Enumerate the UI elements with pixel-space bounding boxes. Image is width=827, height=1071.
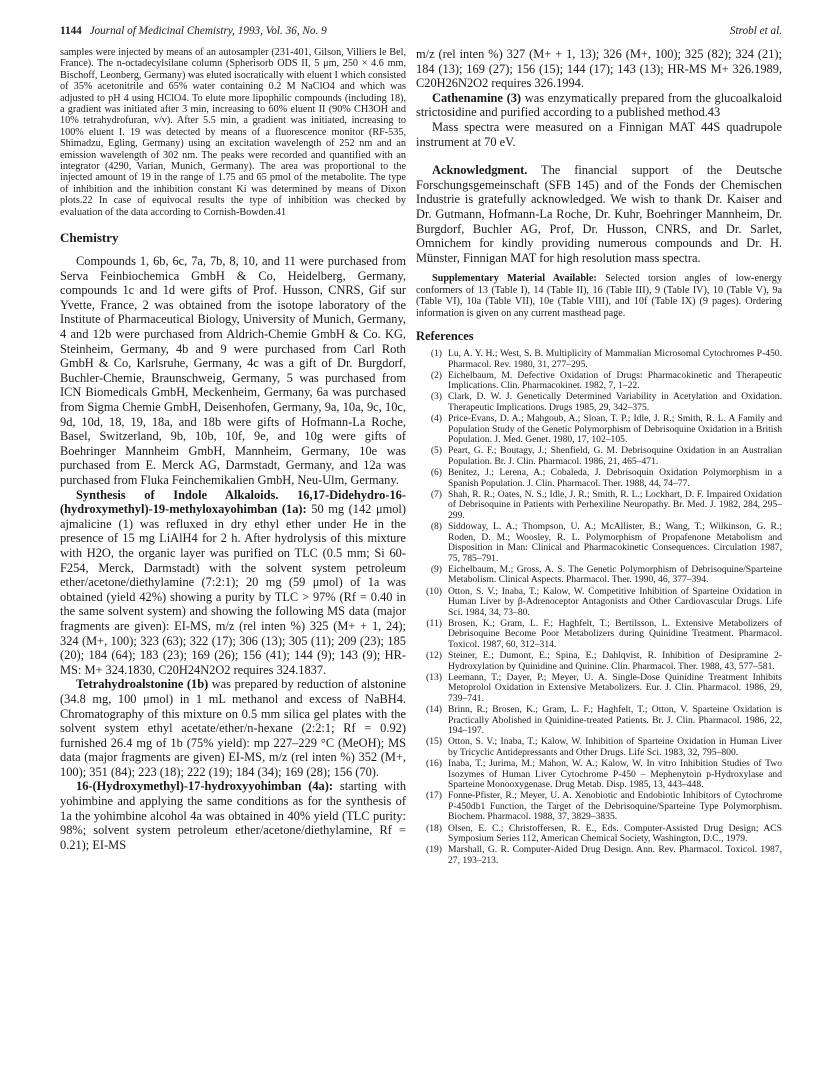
reference-number: (7) [430,488,442,500]
reference-text: Otton, S. V.; Inaba, T.; Kalow, W. Competitive Inhibition of Sparteine Oxidation in Human Liver by β-Adrenoceptor Antagonists and Other Cardiovascular Drugs. Life Sci. 1984, 34, 73–80. [448,585,782,618]
reference-item [416,371,782,392]
cathenamine-paragraph [416,91,782,120]
reference-text: Brosen, K.; Gram, L. F.; Haghfelt, T.; Bertilsson, L. Extensive Metabolizers of Debrisoquine Become Poor Metabolizers during Quinidine Treatment. Pharmacol. Toxicol. 1987, 60, 312–314. [448,617,782,650]
reference-item [416,824,782,845]
chemistry-paragraph: Compounds 1, 6b, 6c, 7a, 7b, 8, 10, and 11 were purchased from Serva Feinbiochemica GmbH & Co, Heidelberg, Germany, compounds 1c and 1d were gifts of Prof. Husson, CNRS, Gif sur Yvette, France, 2 was obtained from the isotope laboratory of the Institute of Pharmaceutical Biology, University of Munich, Germany, 4 and 12b were purchased from Aldrich-Chemie GmbH & Co. KG, Steinheim, Germany, 4b and 9 were purchased from Carl Roth GmbH & Co, Karlsruhe, Germany, 4c was a gift of Dr. Burgdorf, Buchler-Chemie, Braunschweig, Germany, 5 was purchased from ICN Biomedicals GmbH, Meckenheim, Germany, 6a was purchased from Sigma Chemie GmbH, Deisenhofen, Germany, 9a, 10a, 9c, 10c, 9d, 10d, 18, 19, 18a, and 18b were gifts of Hofmann-La Roche, Basel, Switzerland, 9b, 10b, 10f, 9e, and 10g were gifts of Boehringer Mannheim GmbH, Mannheim, Germany, 10e was purchased from E. Merck AG, Darmstadt, Germany, and 12a was purchased from Fluka Feinchemikalien GmbH, Neu-Ulm, Germany. [60,254,406,487]
reference-number: (17) [426,790,442,802]
reference-item [416,414,782,446]
reference-item [416,349,782,370]
reference-item [416,845,782,866]
reference-item [416,705,782,737]
hydroxymethyl-heading: 16-(Hydroxymethyl)-17-hydroxyyohimban (4a): [76,779,334,794]
reference-item [416,468,782,489]
reference-number: (3) [430,391,442,403]
reference-number: (11) [426,617,442,629]
reference-number: (8) [430,520,442,532]
cathenamine-text: was enzymatically prepared from the glucoalkaloid strictosidine and purified according to a published method.43 [416,90,782,120]
reference-number: (14) [426,704,442,716]
reference-item [416,490,782,522]
reference-number: (15) [426,736,442,748]
supplementary-heading: Supplementary Material Available: [432,273,597,285]
running-head-authors: Strobl et al. [729,25,782,37]
tetrahydroalstonine-paragraph [60,677,406,779]
reference-text: Siddoway, L. A.; Thompson, U. A.; McAllister, B.; Wang, T.; Wilkinson, G. R.; Roden, D. M.; Woosley, R. L. Polymorphism of Propafenone Metabolism and Disposition in Man: Clinical and Pharmacokinetic Consequences. Circulation 1987, 75, 785–791. [448,520,782,564]
hydroxymethyl-text: starting with yohimbine and applying the same conditions as for the synthesis of 1a the yohimbine alcohol 4a was obtained in 40% yield (TLC purity: 98%; solvent system petroleum ether/acetone/diethylamine, Rf = 0.21); EI-MS [60,779,406,852]
reference-number: (16) [426,758,442,769]
acknowledgment-text: The financial support of the Deutsche Forschungsgemeinschaft (SFB 145) and of the Fonds der Chemischen Industrie is gratefully acknowledged. We wish to thank Dr. Kaiser and Dr. Gutmann, Hofmann-La Roche, Dr. Kuhr, Boehringer Mannheim, Dr. Burgdorf, Buchler AG, Prof, Dr. Husson, CNRS, and Dr. Sarlet, Omnichem for kindly providing numerous compounds and Dr. H. Münster, Finnigan MAT for high resolution mass spectra. [416,163,782,265]
reference-item [416,619,782,651]
reference-text: Price-Evans, D. A.; Mahgoub, A.; Sloan, T. P.; Idle, J. R.; Smith, R. L. A Family and Population Study of the Genetic Polymorphism of Debrisoquine Oxidation in a British Population. J. Med. Genet. 1980, 17, 102–105. [448,413,782,446]
reference-text: Eichelbaum, M. Defective Oxidation of Drugs: Pharmacokinetic and Therapeutic Implications. Clin. Pharmacokinet. 1982, 7, 1–22. [448,369,782,392]
reference-number: (5) [430,445,442,457]
journal-citation: Journal of Medicinal Chemistry, 1993, Vol. 36, No. 9 [89,25,327,37]
tetrahydroalstonine-text: was prepared by reduction of alstonine (34.8 mg, 100 μmol) in 1 mL methanol and excess of NaBH4. Chromatography of this mixture on 0.5 mm silica gel plates with the solvent system ethyl acetate/ether/n-hexane (2:2:1; Rf = 0.92) furnished 26.4 mg of 1b (75% yield): mp 227–229 °C (MeOH); MS data (major fragments are given) EI-MS, m/z (rel inten %) 352 (M+, 100); 351 (84); 223 (18); 222 (19); 184 (34); 169 (28); 156 (70). [60,677,406,779]
synthesis-paragraph [60,488,406,678]
reference-number: (6) [430,466,442,478]
reference-text: Eichelbaum, M.; Gross, A. S. The Genetic Polymorphism of Debrisoquine/Sparteine Metabolism. Clinical Aspects. Pharmacol. Ther. 1990, 46, 377–394. [448,563,782,586]
reference-item [416,759,782,791]
acknowledgment-heading: Acknowledgment. [432,163,528,178]
reference-number: (18) [426,822,442,834]
reference-item [416,673,782,705]
mass-spectra-paragraph: Mass spectra were measured on a Finnigan MAT 44S quadrupole instrument at 70 eV. [416,119,782,149]
reference-number: (10) [426,585,442,597]
page-number: 1144 [60,25,82,37]
synthesis-text: 50 mg (142 μmol) ajmalicine (1) was refluxed in dry ethyl ether under He in the presence of 15 mg LiAlH4 for 2 h. After hydrolysis of this mixture with H2O, the organic layer was purified on TLC (0.5 mm; Si 60-F254, Merck, Darmstadt) with the solvent system petroleum ether/acetone/diethylamine (7:2:1); 20 mg (59 μmol) of 1a was obtained (yield 42%) showing a purity by TLC > 97% (Rf = 0.40 in the same solvent system) and showing the following MS data (major fragments are given): EI-MS, m/z (rel inten %) 325 (M+ + 1, 24); 324 (M+, 100); 323 (63); 322 (17); 306 (13); 305 (11); 209 (23); 185 (20); 184 (64); 183 (23); 169 (26); 156 (41); 144 (9); 143 (9); HR-MS: M+ 324.1830, C20H24N2O2 requires 324.1837. [60,502,406,677]
running-head-left [60,25,327,37]
tetrahydroalstonine-heading: Tetrahydroalstonine (1b) [76,677,209,692]
running-head [60,25,782,41]
cathenamine-heading: Cathenamine (3) [432,90,522,105]
reference-item [416,651,782,672]
ms-continuation-paragraph: m/z (rel inten %) 327 (M+ + 1, 13); 326 (M+, 100); 325 (82); 324 (21); 184 (13); 169 (27); 156 (15); 144 (17); 143 (13); HR-MS M+ 326.1989, C20H26N2O2 requires 326.1994. [416,47,782,91]
reference-text: Clark, D. W. J. Genetically Determined Variability in Acetylation and Oxidation. Therapeutic Implications. Drugs 1985, 29, 342–375. [448,391,782,413]
reference-number: (13) [426,671,442,683]
right-column [416,47,782,1057]
reference-number: (4) [430,413,442,424]
reference-item [416,446,782,467]
methods-paragraph: samples were injected by means of an autosampler (231-401, Gilson, Villiers le Bel, France). The n-octadecylsilane column (Spherisorb ODS II, 5 μm, 250 × 4.6 mm, Bischoff, Leonberg, Germany) was eluted isocratically with eluent I which consisted of 35% acetonitrile and 65% water containing 0.2 M NaClO4 and which was adjusted to pH 4 using HClO4. To elute more lipophilic compounds (including 18), a gradient was initiated after 3 min, increasing to 60% eluent II (90% CH3OH and 10% tetrahydrofuran, v/v). After 5.5 min, a gradient was initiated, increasing to 100% eluent I. 19 was detected by means of a fluorescence monitor (RF-535, Shimadzu, Egling, Germany) using an excitation wavelength of 252 nm and an emission wavelength of 302 nm. The peaks were recorded and quantified with an integrator (4290, Varian, Munich, Germany). The area was proportional to the injected amount of 19 in the range of 1.75 and 65 pmol of the metabolite. The type of inhibition and the inhibition constant Ki was determined by means of Dixon plots.22 In case of equivocal results the type of inhibition was checked by evaluation of the data according to Cornish-Bowden.41 [60,47,406,218]
reference-text: Lu, A. Y. H.; West, S. B. Multiplicity of Mammalian Microsomal Cytochromes P-450. Pharmacol. Rev. 1980, 31, 277–295. [448,347,782,370]
reference-item [416,522,782,564]
reference-text: Fonne-Pfister, R.; Meyer, U. A. Xenobiotic and Endobiotic Inhibitors of Cytochrome P-450db1 Function, the Target of the Debrisoquine/Sparteine Type Polymorphism. Biochem. Pharmacol. 1988, 37, 3829–3835. [448,790,782,823]
supplementary-paragraph [416,273,782,319]
hydroxymethyl-paragraph [60,779,406,852]
chemistry-heading: Chemistry [60,230,119,246]
reference-number: (12) [426,650,442,662]
reference-text: Marshall, G. R. Computer-Aided Drug Design. Ann. Rev. Pharmacol. Toxicol. 1987, 27, 193–213. [448,844,782,866]
reference-item [416,791,782,823]
left-column [60,47,406,1057]
synthesis-heading: Synthesis of Indole Alkaloids. 16,17-Didehydro-16-(hydroxymethyl)-19-methyloxayohimban (1a): [60,487,406,517]
reference-text: Shah, R. R.; Oates, N. S.; Idle, J. R.; Smith, R. L.; Lockhart, D. F. Impaired Oxidation of Debrisoquine in Patients with Perhexiline Neuropathy. Br. Med. J. 1982, 284, 295–299. [448,488,782,521]
reference-number: (19) [426,844,442,856]
reference-text: Otton, S. V.; Inaba, T.; Kalow, W. Inhibition of Sparteine Oxidation in Human Liver by Tricyclic Antidepressants and Other Drugs. Life Sci. 1983, 32, 795–800. [448,736,782,758]
reference-number: (9) [430,563,442,575]
reference-item [416,565,782,586]
reference-text: Benitez, J.; Lerena, A.; Cobaleda, J. Debrisoquin Oxidation Polymorphism in a Spanish Population. J. Clin. Pharmacol. Ther. 1988, 44, 74–77. [448,466,782,489]
reference-text: Inaba, T.; Jurima, M.; Mahon, W. A.; Kalow, W. In vitro Inhibition Studies of Two Isozymes of Human Liver Cytochrome P-450 – Mephenytoin p-Hydroxylase and Sparteine Monooxygenase. Drug Metab. Disp. 1985, 13, 443–448. [448,758,782,791]
supplementary-text: Selected torsion angles of low-energy conformers of 13 (Table I), 14 (Table II), 16 (Table III), 9 (Table IV), 10 (Table V), 9a (Table VI), 10a (Table VII), 10e (Table VIII), and 10f (Table IX) (9 pages). Ordering information is given on any current masthead page. [416,273,782,319]
section-spacer [416,265,782,273]
reference-item [416,587,782,619]
reference-number: (1) [430,347,442,359]
section-spacer [416,149,782,163]
reference-text: Brinn, R.; Brosen, K.; Gram, L. F.; Haghfelt, T.; Otton, V. Sparteine Oxidation is Practically Abolished in Quinidine-treated Patients. Br. J. Clin. Pharmacol. 1986, 22, 194–197. [448,704,782,737]
reference-text: Peart, G. F.; Boutagy, J.; Shenfield, G. M. Debrisoquine Oxidation in an Australian Population. Br. J. Clin. Pharmacol. 1986, 21, 465–471. [448,445,782,467]
reference-item [416,737,782,758]
reference-text: Olsen, E. C.; Christoffersen, R. E., Eds. Computer-Assisted Drug Design; ACS Symposium Series 112, American Chemical Society, Washington, D.C., 1979. [448,822,782,845]
reference-number: (2) [430,369,442,381]
acknowledgment-paragraph [416,163,782,265]
reference-item [416,392,782,413]
reference-text: Leemann, T.; Dayer, P.; Meyer, U. A. Single-Dose Quinidine Treatment Inhibits Metoprolol Oxidation in Extensive Metabolizers. Eur. J. Clin. Pharmacol. 1986, 29, 739–741. [448,671,782,704]
reference-text: Steiner, E.; Dumont, E.; Spina, E.; Dahlqvist, R. Inhibition of Desipramine 2-Hydroxylation by Quinidine and Quinine. Clin. Pharmacol. Ther. 1988, 43, 577–581. [448,650,782,672]
references-heading: References [416,328,474,343]
reference-list [416,349,782,867]
